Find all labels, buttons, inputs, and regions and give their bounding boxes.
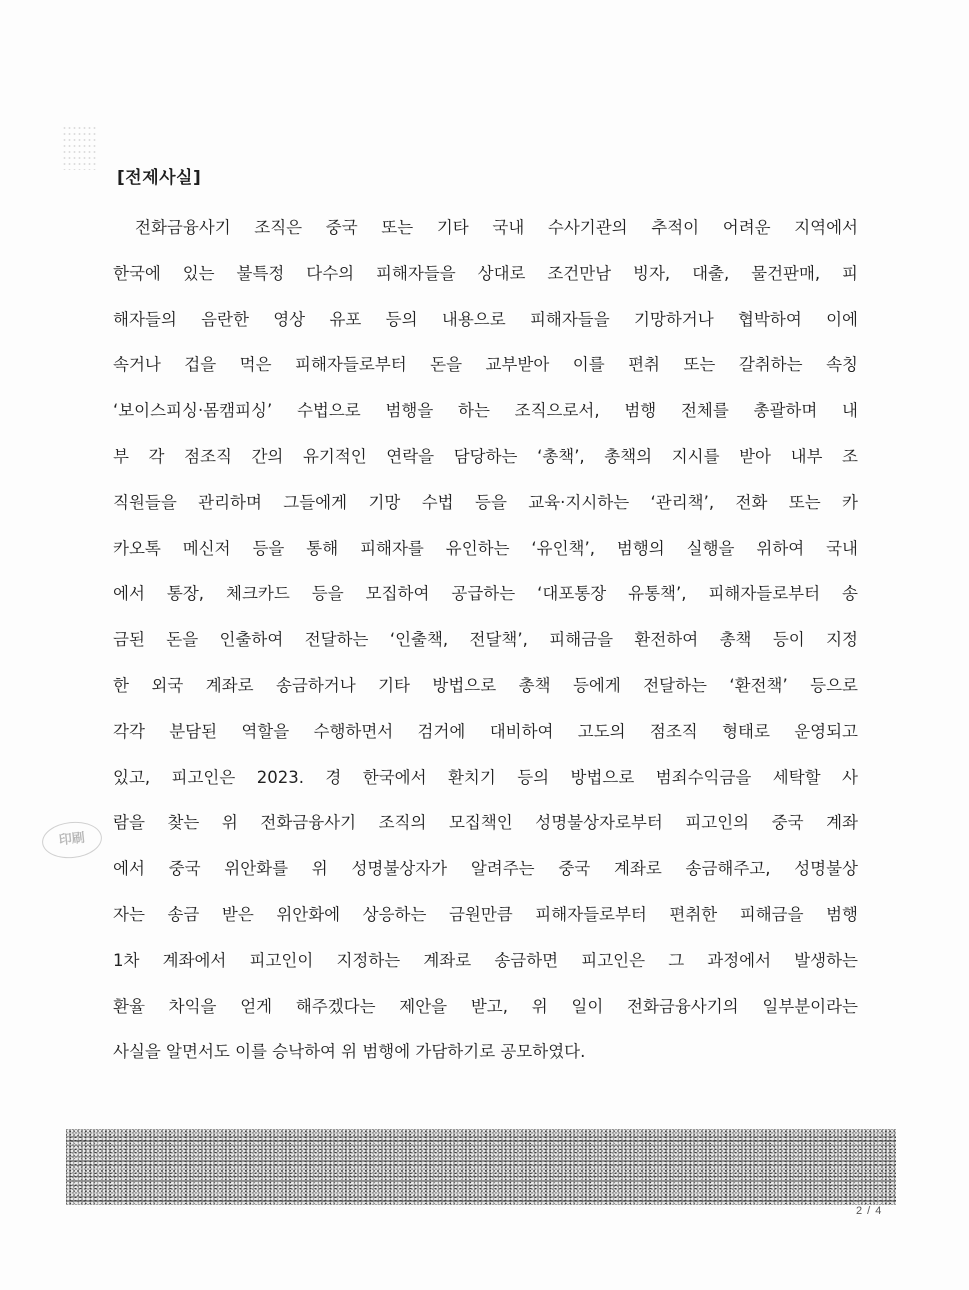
paragraph-line: 환율 차익을 얻게 해주겠다는 제안을 받고, 위 일이 전화금융사기의 일부분이라는: [113, 996, 858, 1016]
paragraph-body: [113, 205, 858, 1075]
paragraph-line: 한국에 있는 불특정 다수의 피해자들을 상대로 조건만남 빙자, 대출, 물건판매, 피: [113, 263, 858, 283]
paragraph-line: 카오톡 메신저 등을 통해 피해자를 유인하는 ‘유인책’, 범행의 실행을 위하여 국내: [113, 538, 858, 558]
paragraph-line: 전화금융사기 조직은 중국 또는 기타 국내 수사기관의 추적이 어려운 지역에서: [135, 218, 858, 237]
paragraph-line: 에서 통장, 체크카드 등을 모집하여 공급하는 ‘대포통장 유통책’, 피해자들로부터 송: [113, 584, 858, 604]
paragraph-line: 직원들을 관리하며 그들에게 기망 수법 등을 교육·지시하는 ‘관리책’, 전화 또는 카: [113, 492, 858, 512]
paragraph-line: 부 각 점조직 간의 유기적인 연락을 담당하는 ‘총책’, 총책의 지시를 받아 내부 조: [113, 446, 858, 466]
paragraph-line: 에서 중국 위안화를 위 성명불상자가 알려주는 중국 계좌로 송금해주고, 성명불상: [113, 859, 858, 879]
page-number: 2 / 4: [856, 1205, 883, 1217]
section-title: [전제사실]: [117, 168, 202, 188]
paragraph-line: 사실을 알면서도 이를 승낙하여 위 범행에 가담하기로 공모하였다.: [113, 1042, 586, 1062]
paragraph-line: 있고, 피고인은 2023. 경 한국에서 환치기 등의 방법으로 범죄수익금을 세탁할 사: [113, 767, 858, 787]
paragraph-line: 해자들의 음란한 영상 유포 등의 내용으로 피해자들을 기망하거나 협박하여 이에: [113, 309, 858, 329]
paragraph-line: ‘보이스피싱·몸캠피싱’ 수법으로 범행을 하는 조직으로서, 범행 전체를 총괄하며 내: [113, 401, 858, 421]
paragraph-line: 속거나 겁을 먹은 피해자들로부터 돈을 교부받아 이를 편취 또는 갈취하는 속칭: [113, 355, 858, 375]
redacted-block: [66, 1129, 896, 1205]
paragraph-line: 각각 분담된 역할을 수행하면서 검거에 대비하여 고도의 점조직 형태로 운영되고: [113, 721, 858, 741]
paragraph-line: 자는 송금 받은 위안화에 상응하는 금원만큼 피해자들로부터 편취한 피해금을 범행: [113, 904, 858, 924]
paragraph-line: 금된 돈을 인출하여 전달하는 ‘인출책, 전달책’, 피해금을 환전하여 총책 등이 지정: [113, 630, 858, 650]
scan-speckle: [62, 125, 98, 170]
paragraph-line: 람을 찾는 위 전화금융사기 조직의 모집책인 성명불상자로부터 피고인의 중국 계좌: [113, 813, 858, 833]
paragraph-line: 한 외국 계좌로 송금하거나 기타 방법으로 총책 등에게 전달하는 ‘환전책’ 등으로: [113, 675, 858, 695]
faded-seal-stamp-icon: 印刷: [40, 819, 103, 861]
paragraph-line: 1차 계좌에서 피고인이 지정하는 계좌로 송금하면 피고인은 그 과정에서 발생하는: [113, 950, 858, 970]
